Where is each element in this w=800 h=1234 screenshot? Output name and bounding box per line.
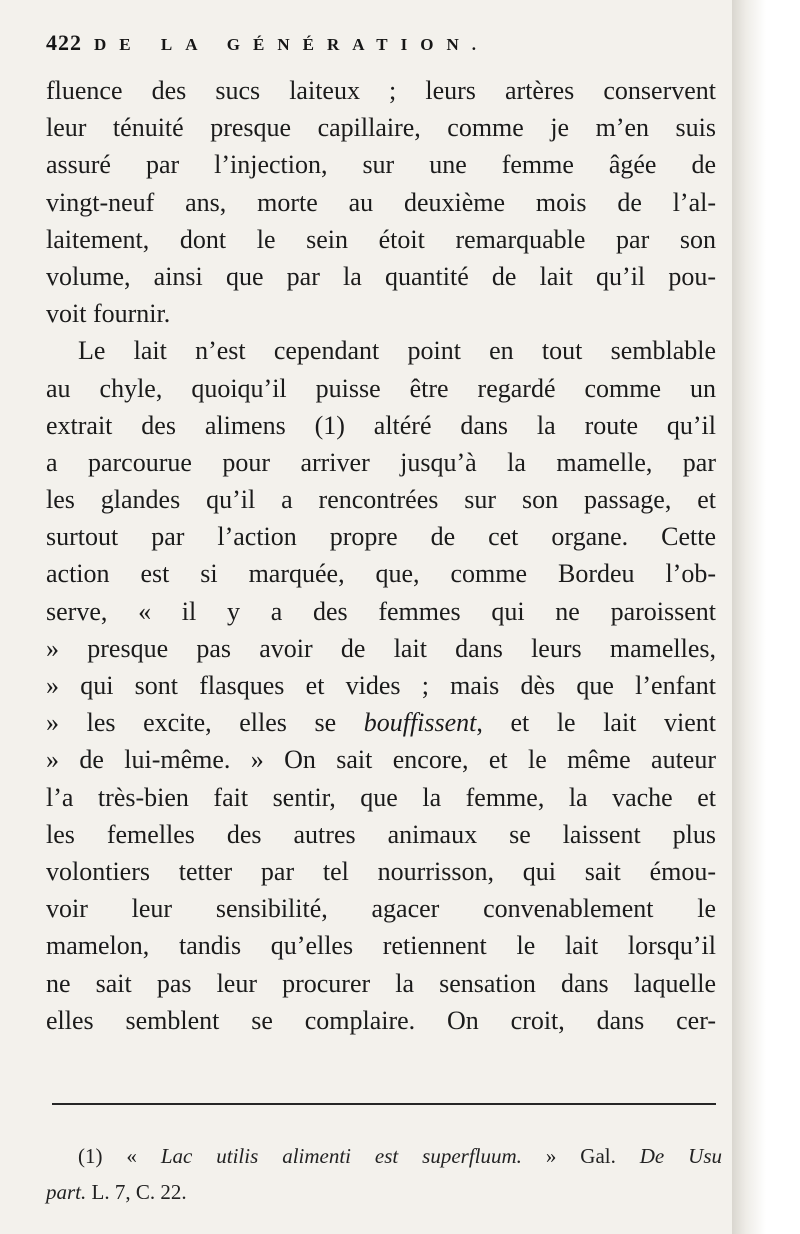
footnote-source-title: De Usu (639, 1144, 723, 1168)
footnote-source-ref: L. 7, C. 22. (86, 1180, 187, 1204)
footnote-line (46, 1174, 722, 1210)
text-line: les glandes qu’il a rencontrées sur son passage, et (46, 485, 716, 515)
footnote-open-quote: « (126, 1144, 161, 1168)
line-text-after: , et le lait vient (476, 708, 716, 738)
text-line: assuré par l’injection, sur une femme âgée de (46, 150, 716, 180)
text-line: a parcourue pour arriver jusqu’à la mamelle, par (46, 447, 716, 477)
text-line: leur ténuité presque capillaire, comme je m’en suis (46, 113, 716, 143)
footnote-close-quote: » (521, 1144, 557, 1168)
text-line: extrait des alimens (1) altéré dans la route qu’il (46, 410, 716, 440)
text-line: au chyle, quoiqu’il puisse être regardé comme un (46, 373, 716, 403)
text-line: volume, ainsi que par la quantité de lait qu’il pou- (46, 261, 716, 291)
page-number: 422 (46, 30, 82, 55)
footnote-quote: Lac utilis alimenti est superfluum. (160, 1144, 522, 1168)
running-title: DE LA GÉNÉRATION. (94, 35, 489, 54)
text-line: mamelon, tandis qu’elles retiennent le lait lorsqu’il (46, 931, 716, 961)
text-line: surtout par l’action propre de cet organe. Cette (46, 522, 716, 552)
text-line: » presque pas avoir de lait dans leurs mamelles, (46, 633, 716, 663)
footnote-line (46, 1138, 722, 1174)
text-line: laitement, dont le sein étoit remarquable par son (46, 224, 716, 254)
footnote (46, 1138, 722, 1210)
paragraph-start-line: Le lait n’est cependant point en tout semblable (78, 336, 716, 366)
text-line: » qui sont flasques et vides ; mais dès que l’enfant (46, 671, 716, 700)
text-line: action est si marquée, que, comme Bordeu l’ob- (46, 559, 716, 589)
text-line: vingt-neuf ans, morte au deuxième mois de l’al- (46, 187, 716, 217)
page-edge (732, 0, 766, 1234)
line-text-before: » les excite, elles se (46, 708, 364, 738)
footnote-rule (52, 1103, 716, 1105)
text-line: voit fournir. (46, 299, 171, 329)
text-line: » de lui-même. » On sait encore, et le même auteur (46, 745, 716, 775)
footnote-marker: (1) (78, 1144, 103, 1168)
text-line: l’a très-bien fait sentir, que la femme, la vache et (46, 782, 716, 812)
footnote-source-title: part. (46, 1180, 87, 1204)
text-line: les femelles des autres animaux se laissent plus (46, 819, 716, 849)
text-line: voir leur sensibilité, agacer convenablement le (46, 894, 716, 924)
text-line: serve, « il y a des femmes qui ne paroissent (46, 596, 716, 626)
text-line: fluence des sucs laiteux ; leurs artères conservent (46, 76, 716, 105)
body-text (46, 72, 716, 1039)
text-line: volontiers tetter par tel nourrisson, qui sait émou- (46, 856, 716, 886)
running-header (46, 30, 736, 56)
text-line-with-italic (46, 704, 716, 741)
text-line: ne sait pas leur procurer la sensation dans laquelle (46, 968, 716, 998)
italic-word: bouffissent (363, 708, 477, 738)
text-line: elles semblent se complaire. On croit, dans cer- (46, 1005, 716, 1035)
footnote-source: Gal. (556, 1144, 640, 1168)
